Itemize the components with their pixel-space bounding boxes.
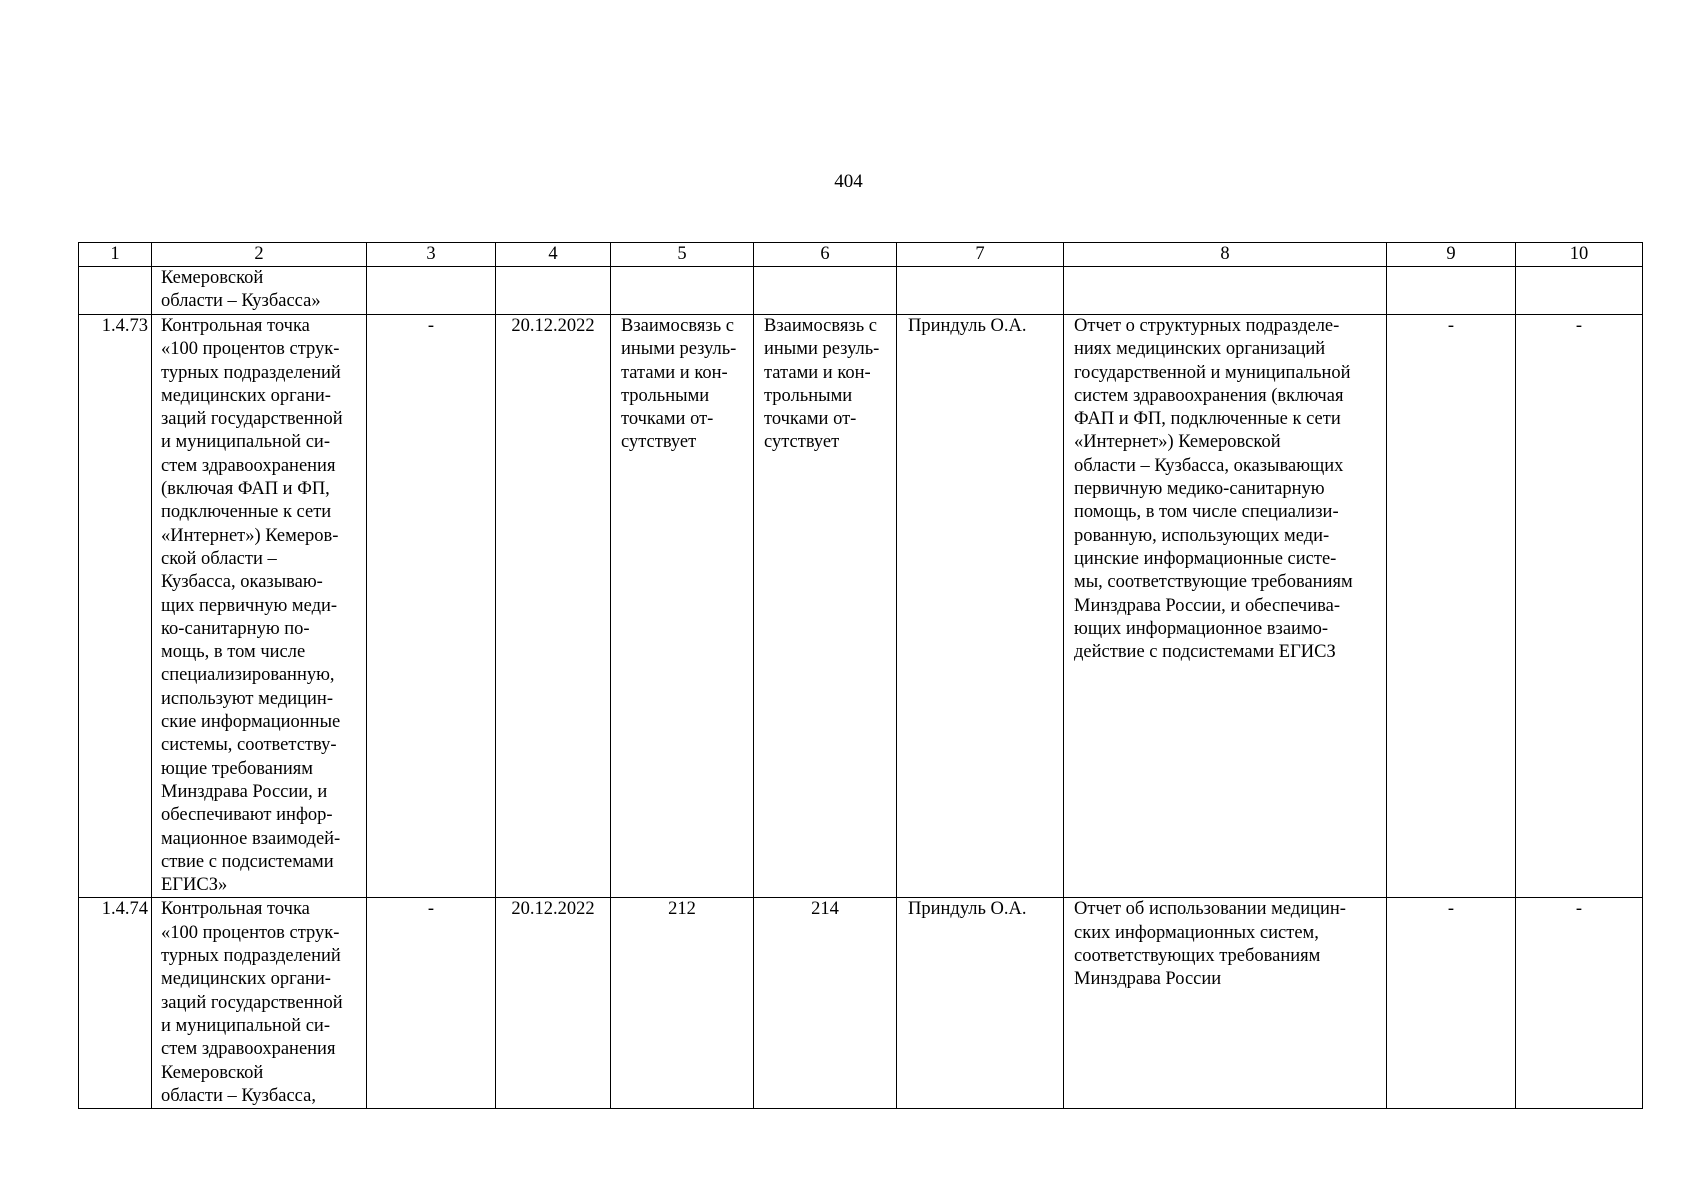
table-header-row (79, 243, 1643, 267)
column-header: 7 (897, 243, 1064, 267)
cell-col10 (1516, 267, 1643, 315)
cell-document: Отчет о структурных подразделе- ниях медицинских организаций государственной и муниципальной систем здравоохранения (включая ФАП и ФП, подключенные к сети «Интернет») Кемеровской области – Кузбасса, оказывающих первичную медико-санитарную помощь, в том числе специализи- рованную, использующих меди- цинские информационные систе- мы, соответствующие требованиям Минздрава России, и обеспечива- ющих информационное взаимо- действие с подсистемами ЕГИСЗ (1064, 315, 1387, 898)
column-header: 8 (1064, 243, 1387, 267)
column-header: 4 (496, 243, 611, 267)
cell-date: 20.12.2022 (496, 315, 611, 898)
column-header: 3 (367, 243, 496, 267)
document-table (78, 242, 1643, 1109)
cell-col5: Взаимосвязь с иными резуль- татами и кон- трольными точками от- сутствует (611, 315, 754, 898)
cell-col3: - (367, 315, 496, 898)
cell-col3: - (367, 898, 496, 1109)
cell-col10: - (1516, 898, 1643, 1109)
table-row (79, 898, 1643, 1109)
cell-col10: - (1516, 315, 1643, 898)
row-description: Контрольная точка «100 процентов струк- турных подразделений медицинских органи- заций государственной и муниципальной си- стем здравоохранения Кемеровской области – Кузбасса, (152, 898, 367, 1109)
cell-col3 (367, 267, 496, 315)
row-description: Контрольная точка «100 процентов струк- турных подразделений медицинских органи- заций государственной и муниципальной си- стем здравоохранения (включая ФАП и ФП, подключенные к сети «Интернет») Кемеров- ской области – Кузбасса, оказываю- щих первичную меди- ко-санитарную по- мощь, в том числе специализированную, используют медицин- ские информационные системы, соответству- ющие требованиям Минздрава России, и обеспечивают инфор- мационное взаимодей- ствие с подсистемами ЕГИСЗ» (152, 315, 367, 898)
row-number (79, 267, 152, 315)
table-row (79, 315, 1643, 898)
cell-col9: - (1387, 315, 1516, 898)
cell-col9: - (1387, 898, 1516, 1109)
cell-document: Отчет об использовании медицин- ских информационных систем, соответствующих требованиям Минздрава России (1064, 898, 1387, 1109)
cell-responsible (897, 267, 1064, 315)
cell-col6 (754, 267, 897, 315)
cell-col5: 212 (611, 898, 754, 1109)
row-number: 1.4.73 (79, 315, 152, 898)
cell-col6: Взаимосвязь с иными резуль- татами и кон- трольными точками от- сутствует (754, 315, 897, 898)
cell-document (1064, 267, 1387, 315)
column-header: 1 (79, 243, 152, 267)
cell-date: 20.12.2022 (496, 898, 611, 1109)
table-row (79, 267, 1643, 315)
column-header: 2 (152, 243, 367, 267)
column-header: 6 (754, 243, 897, 267)
cell-col9 (1387, 267, 1516, 315)
column-header: 10 (1516, 243, 1643, 267)
row-number: 1.4.74 (79, 898, 152, 1109)
cell-responsible: Приндуль О.А. (897, 898, 1064, 1109)
cell-col5 (611, 267, 754, 315)
cell-responsible: Приндуль О.А. (897, 315, 1064, 898)
cell-date (496, 267, 611, 315)
row-description: Кемеровской области – Кузбасса» (152, 267, 367, 315)
column-header: 5 (611, 243, 754, 267)
cell-col6: 214 (754, 898, 897, 1109)
page-number: 404 (834, 171, 863, 192)
column-header: 9 (1387, 243, 1516, 267)
